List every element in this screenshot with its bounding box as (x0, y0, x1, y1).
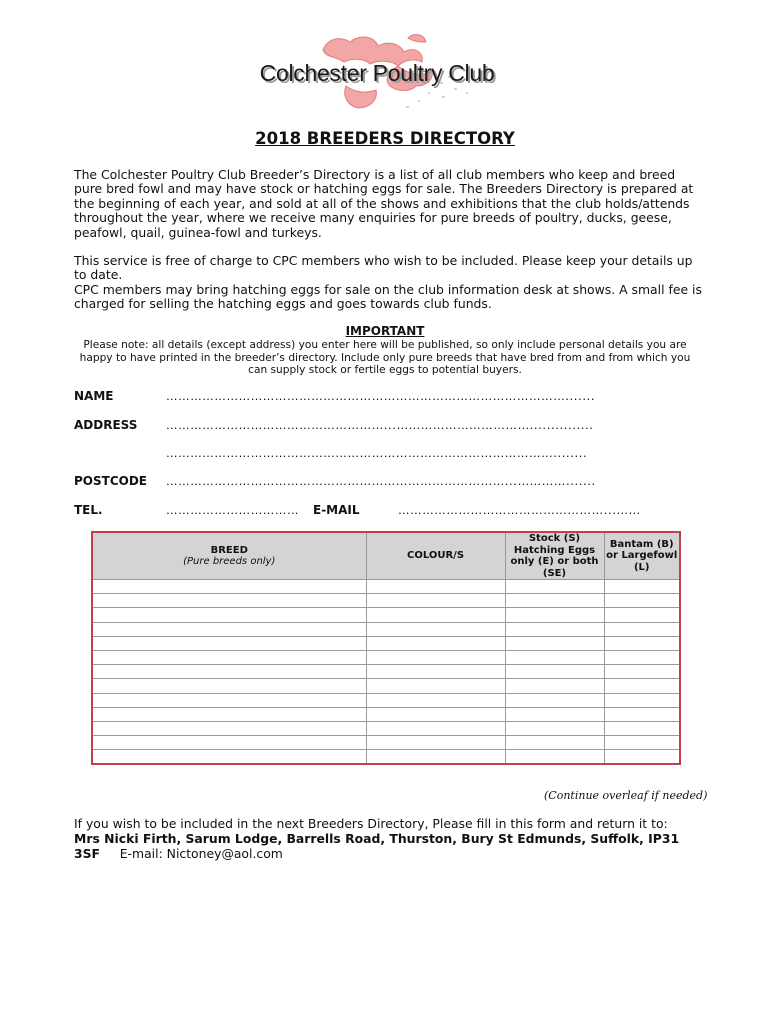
important-heading: IMPORTANT (345, 324, 425, 338)
table-cell[interactable] (604, 650, 680, 664)
important-note: Please note: all details (except address) you enter here will be published, so only include personal details you are happy to have printed in the breeder’s directory. Include only pure breeds that have bred from and from which you can supply stock or fertile eggs to potential buyers. (79, 339, 691, 377)
intro-paragraph-3: CPC members may bring hatching eggs for sale on the club information desk at shows. A small fee is charged for selling the hatching eggs and goes towards club funds. (74, 282, 702, 312)
table-cell[interactable] (604, 707, 680, 721)
table-cell[interactable] (366, 622, 505, 636)
email-field[interactable]: ……………………………………………...…… (398, 503, 641, 517)
table-cell[interactable] (366, 594, 505, 608)
table-cell[interactable] (505, 580, 604, 594)
postcode-label: POSTCODE (74, 474, 147, 488)
name-label: NAME (74, 389, 114, 403)
table-cell[interactable] (366, 636, 505, 650)
table-row (92, 608, 680, 622)
table-cell[interactable] (604, 736, 680, 750)
table-row (92, 636, 680, 650)
table-row (92, 622, 680, 636)
table-cell[interactable] (505, 693, 604, 707)
table-cell[interactable] (366, 679, 505, 693)
table-cell[interactable] (92, 650, 366, 664)
table-cell[interactable] (366, 665, 505, 679)
address-field-line-2[interactable]: ……………………………………………………………………………………........ (166, 446, 588, 460)
table-cell[interactable] (366, 707, 505, 721)
postcode-field[interactable]: …………………………………………………………………………...…………....... (166, 474, 596, 488)
table-row (92, 679, 680, 693)
page-title: 2018 BREEDERS DIRECTORY (255, 129, 515, 148)
club-name: Colchester Poultry Club (259, 60, 495, 86)
table-cell[interactable] (505, 665, 604, 679)
table-cell[interactable] (505, 736, 604, 750)
table-cell[interactable] (92, 750, 366, 765)
return-address: Mrs Nicki Firth, Sarum Lodge, Barrells Road, Thurston, Bury St Edmunds, Suffolk, IP31 3SF (74, 831, 680, 861)
return-instructions (74, 816, 714, 861)
table-cell[interactable] (366, 608, 505, 622)
table-cell[interactable] (604, 693, 680, 707)
table-cell[interactable] (366, 721, 505, 735)
table-cell[interactable] (366, 750, 505, 765)
table-cell[interactable] (604, 679, 680, 693)
table-row (92, 721, 680, 735)
table-cell[interactable] (92, 707, 366, 721)
table-cell[interactable] (92, 622, 366, 636)
stock-column-header: Stock (S) Hatching Eggs only (E) or both (SE) (505, 532, 604, 580)
bantam-column-header: Bantam (B) or Largefowl (L) (604, 532, 680, 580)
table-row (92, 594, 680, 608)
table-row (92, 665, 680, 679)
table-row (92, 650, 680, 664)
table-cell[interactable] (604, 636, 680, 650)
address-field-line-1[interactable]: ………………………………………………...……………………………............... (166, 418, 594, 432)
table-cell[interactable] (366, 736, 505, 750)
table-cell[interactable] (92, 636, 366, 650)
table-cell[interactable] (366, 693, 505, 707)
table-cell[interactable] (505, 750, 604, 765)
contact-email: E-mail: Nictoney@aol.com (119, 846, 283, 861)
table-cell[interactable] (92, 736, 366, 750)
table-cell[interactable] (604, 721, 680, 735)
intro-paragraph-1: The Colchester Poultry Club Breeder’s Directory is a list of all club members who keep and breed pure bred fowl and may have stock or hatching eggs for sale. The Breeders Directory is prepared at the beginning of each year, and sold at all of the shows and exhibitions that the club holds/attends throughout the year, where we receive many enquiries for pure breeds of poultry, ducks, geese, peafowl, quail, guinea-fowl and turkeys. (74, 167, 694, 240)
breed-column-header: BREED (Pure breeds only) (92, 532, 366, 580)
tel-field[interactable]: …………………………… (166, 503, 300, 517)
table-cell[interactable] (604, 580, 680, 594)
table-cell[interactable] (92, 608, 366, 622)
table-row (92, 736, 680, 750)
table-row (92, 693, 680, 707)
return-intro: If you wish to be included in the next Breeders Directory, Please fill in this form and return it to: (74, 816, 668, 831)
table-cell[interactable] (366, 650, 505, 664)
table-cell[interactable] (505, 622, 604, 636)
breeds-table (91, 531, 681, 765)
address-label: ADDRESS (74, 418, 138, 432)
email-label: E-MAIL (313, 503, 360, 517)
table-cell[interactable] (604, 608, 680, 622)
table-cell[interactable] (505, 707, 604, 721)
table-cell[interactable] (92, 721, 366, 735)
table-cell[interactable] (505, 650, 604, 664)
table-cell[interactable] (92, 594, 366, 608)
table-row (92, 750, 680, 765)
colour-column-header: COLOUR/S (366, 532, 505, 580)
table-row (92, 580, 680, 594)
table-cell[interactable] (92, 679, 366, 693)
table-cell[interactable] (92, 693, 366, 707)
breed-column-subheader: (Pure breeds only) (183, 556, 276, 567)
table-row (92, 707, 680, 721)
table-cell[interactable] (505, 721, 604, 735)
table-cell[interactable] (505, 636, 604, 650)
table-cell[interactable] (92, 665, 366, 679)
table-cell[interactable] (604, 750, 680, 765)
table-cell[interactable] (505, 594, 604, 608)
tel-label: TEL. (74, 503, 103, 517)
club-logo (228, 30, 528, 122)
table-cell[interactable] (604, 665, 680, 679)
continue-note: (Continue overleaf if needed) (544, 789, 708, 802)
table-cell[interactable] (366, 580, 505, 594)
intro-paragraph-2: This service is free of charge to CPC members who wish to be included. Please keep your details up to date. (74, 253, 693, 283)
table-cell[interactable] (604, 622, 680, 636)
table-cell[interactable] (505, 608, 604, 622)
table-header-row (92, 532, 680, 580)
table-cell[interactable] (505, 679, 604, 693)
table-cell[interactable] (92, 580, 366, 594)
name-field[interactable]: ………………………………………………………………………………………....... (166, 389, 596, 403)
table-cell[interactable] (604, 594, 680, 608)
